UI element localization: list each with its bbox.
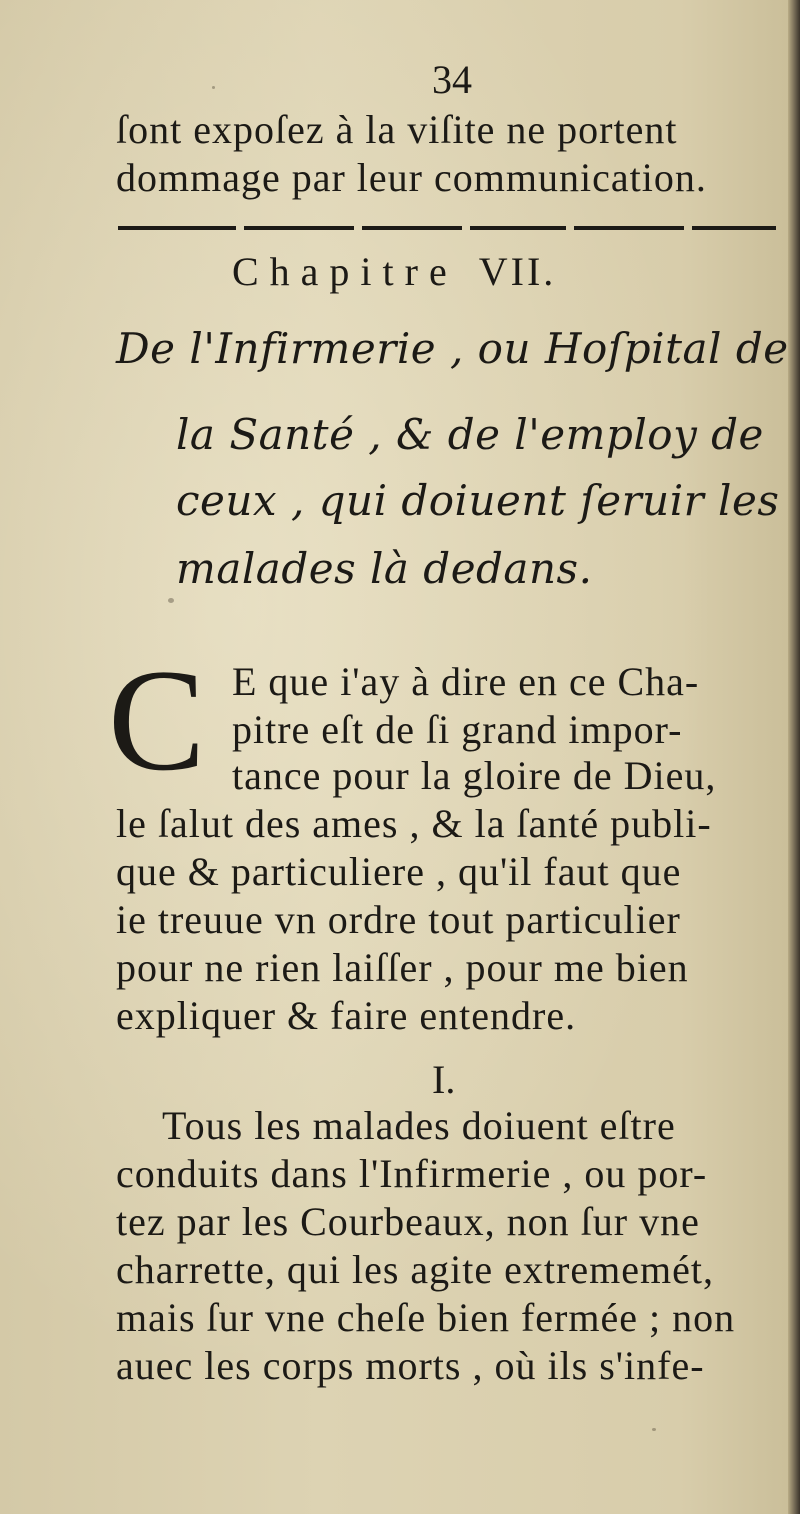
intro-line-8: expliquer & faire entendre. [116,993,577,1038]
chapter-word: Chapitre [232,249,458,294]
chapter-title-line-2: la Santé , & de l'employ de [176,410,764,459]
chapter-title-line-4: malades là dedans. [176,544,593,593]
section-line-5: mais ſur vne cheſe bien fermée ; non [116,1295,736,1340]
intro-line-2: pitre eſt de ſi grand impor- [232,707,683,752]
section-line-3: tez par les Courbeaux, non ſur vne [116,1199,700,1244]
paper-speck [168,598,174,603]
page-number: 34 [432,57,472,102]
section-number: I. [432,1057,456,1102]
carryover-line-1: ſont expoſez à la viſite ne portent [116,107,678,152]
chapter-heading [232,248,556,296]
paper-speck [212,86,215,89]
section-line-2: conduits dans l'Infirmerie , ou por- [116,1151,708,1196]
paper-speck [652,1428,656,1431]
chapter-separator-rule [118,224,776,234]
intro-line-3: tance pour la gloire de Dieu, [232,753,717,798]
drop-cap-letter: C [108,639,206,801]
carryover-line-2: dommage par leur communication. [116,155,707,200]
section-line-1: Tous les malades doiuent eſtre [162,1103,676,1148]
intro-line-5: que & particuliere , qu'il faut que [116,849,682,894]
intro-line-4: le ſalut des ames , & la ſanté publi- [116,801,712,846]
chapter-title-line-3: ceux , qui doiuent ſeruir les [176,476,780,525]
page-gutter-shadow [788,0,800,1514]
intro-line-7: pour ne rien laiſſer , pour me bien [116,945,689,990]
section-line-6: auec les corps morts , où ils s'infe- [116,1343,705,1388]
intro-line-1: E que i'ay à dire en ce Cha- [232,659,700,704]
chapter-title-line-1: De l'Infirmerie , ou Hoſpital de [116,324,789,373]
intro-line-6: ie treuue vn ordre tout particulier [116,897,681,942]
chapter-numeral: VII. [478,249,557,294]
section-line-4: charrette, qui les agite extrememét, [116,1247,714,1292]
